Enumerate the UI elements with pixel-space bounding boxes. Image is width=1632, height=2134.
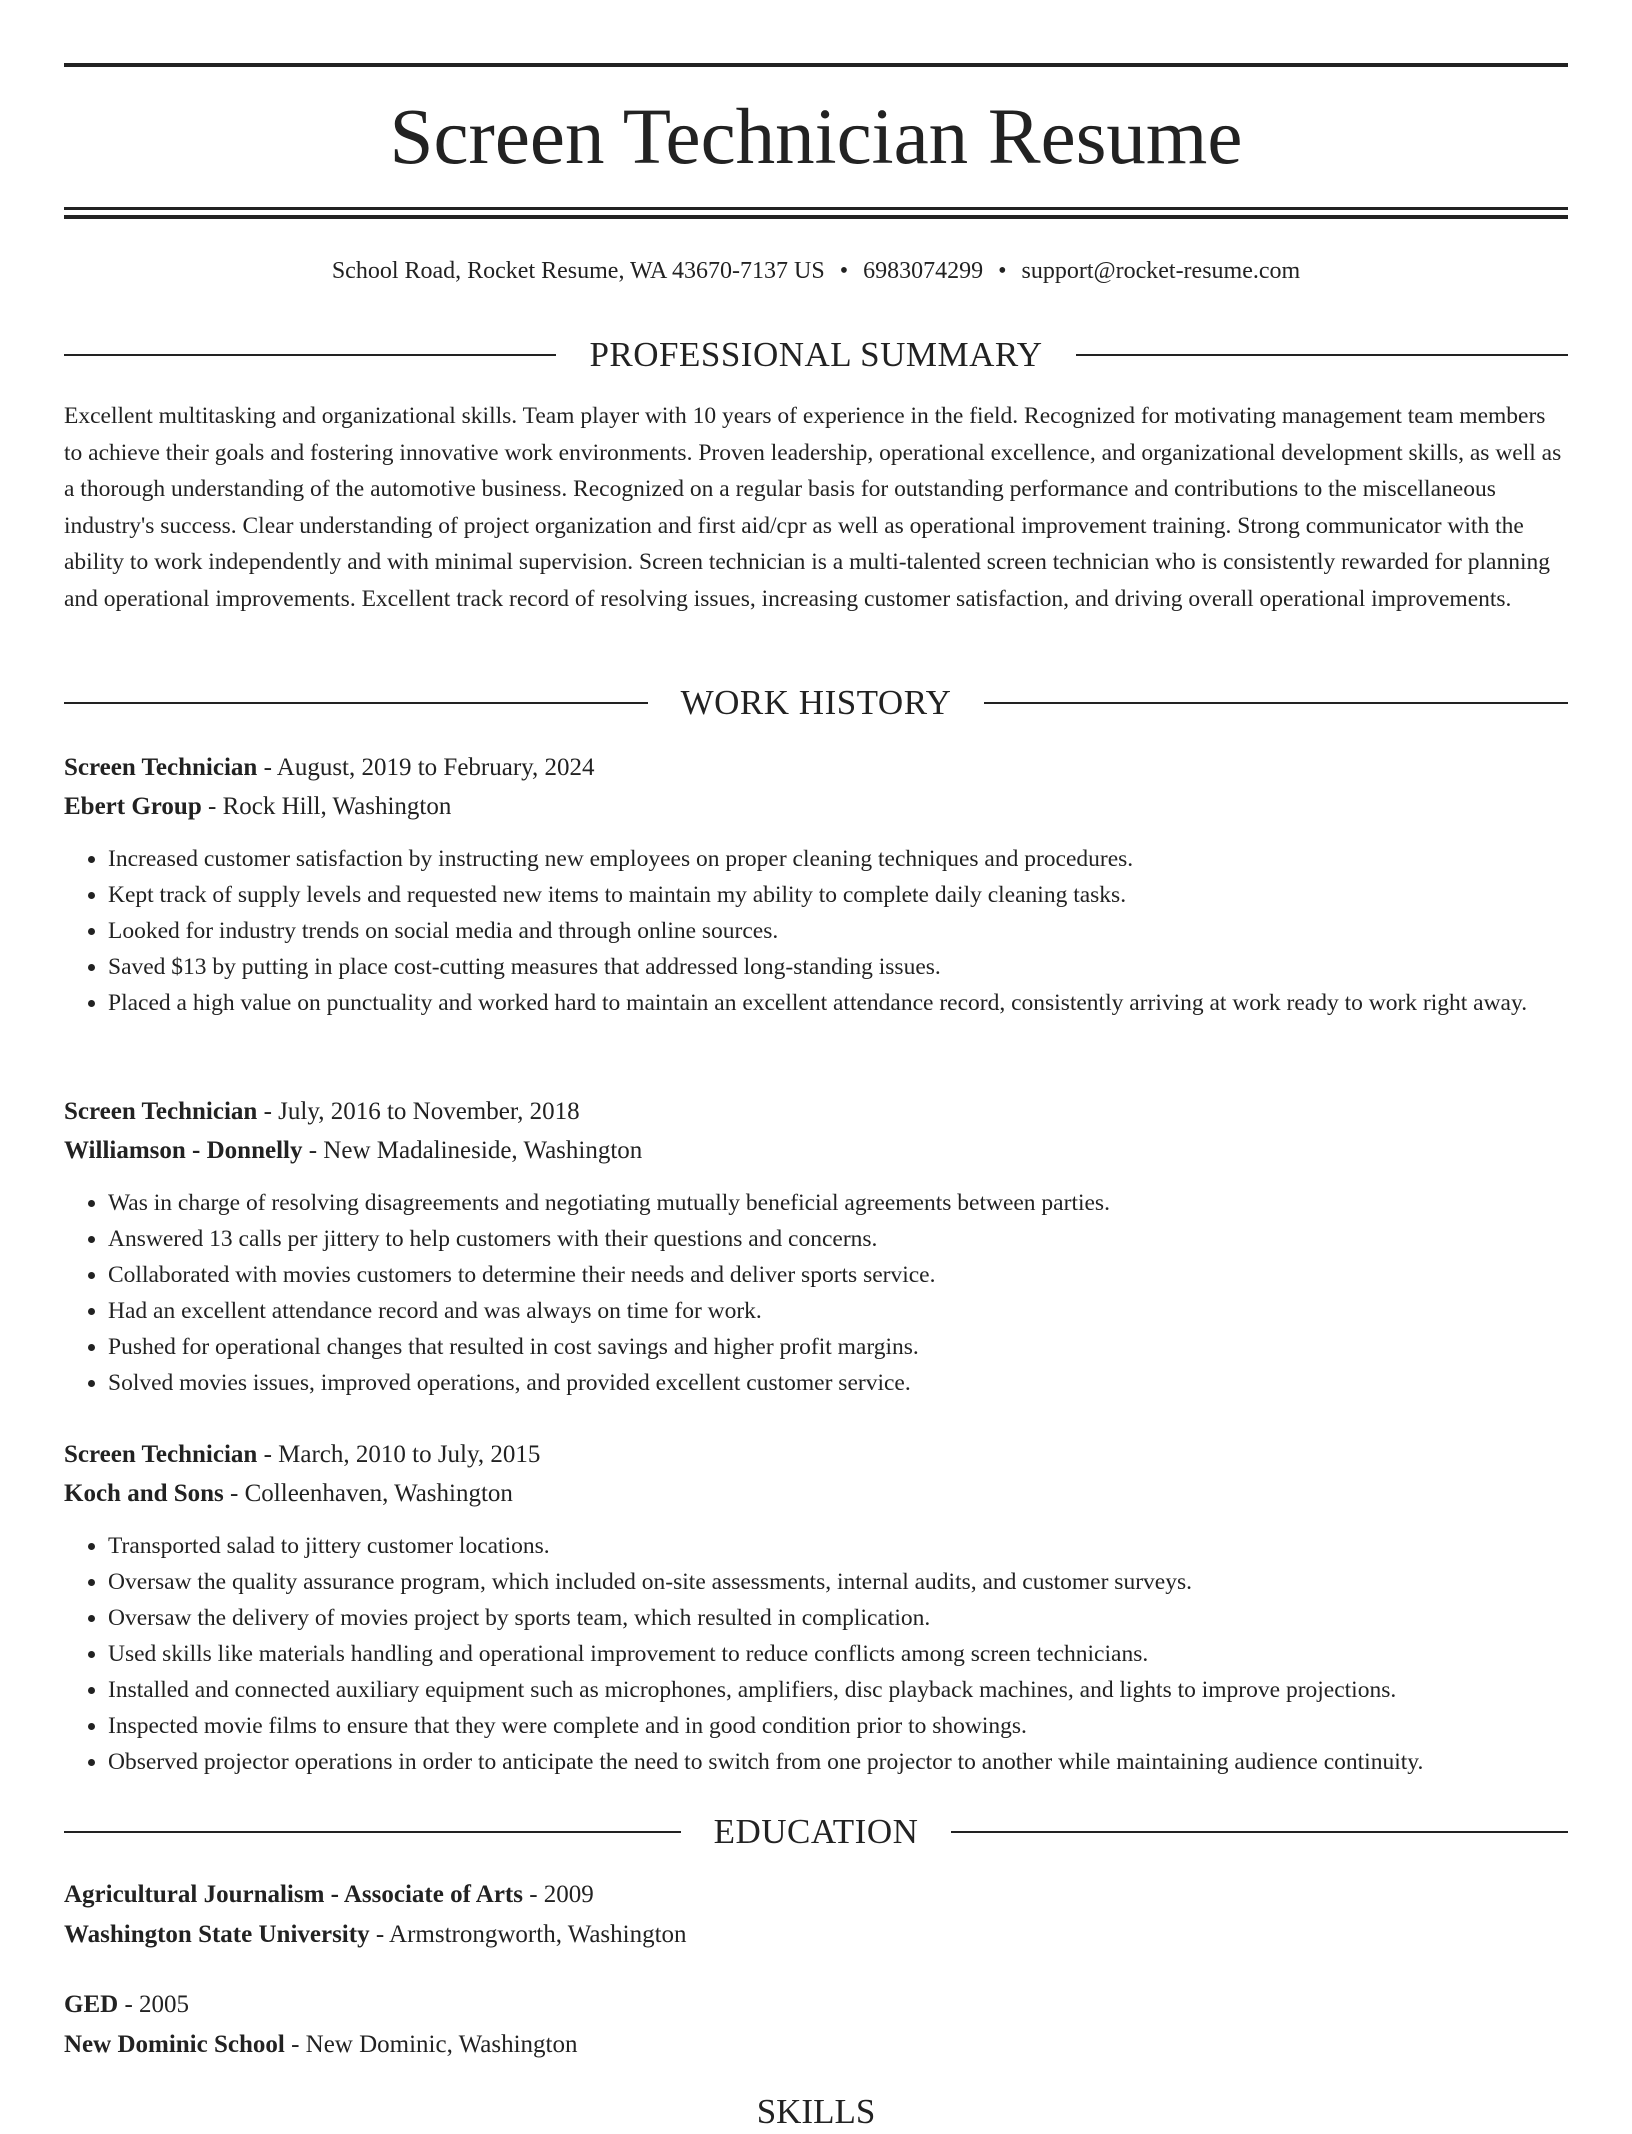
education-school: New Dominic School xyxy=(64,2031,285,2058)
education-degree: GED xyxy=(64,1991,119,2018)
education-location: - Armstrongworth, Washington xyxy=(369,1921,687,1948)
job-bullet-list xyxy=(64,1528,1568,1780)
resume-title: Screen Technician Resume xyxy=(389,94,1243,181)
contact-address: School Road, Rocket Resume, WA 43670-7137 US xyxy=(331,258,825,284)
job-bullet: • Saved $13 by putting in place cost-cutting measures that addressed long-standing issues. xyxy=(108,949,1568,985)
job-bullet: • Placed a high value on punctuality and worked hard to maintain an excellent attendance record, consistently arriving at work ready to work right away. xyxy=(108,985,1568,1021)
job-bullet: • Observed projector operations in order to anticipate the need to switch from one projector to another while maintaining audience continuity. xyxy=(108,1744,1568,1780)
job-bullet: • Answered 13 calls per jittery to help customers with their questions and concerns. xyxy=(108,1221,1568,1257)
job-entry xyxy=(64,1092,1568,1401)
job-dates: - August, 2019 to February, 2024 xyxy=(257,754,595,781)
section-rule-right xyxy=(984,702,1568,704)
section-rule-left xyxy=(64,1831,681,1833)
education-school-line xyxy=(64,2025,1568,2065)
job-company-line xyxy=(64,1131,1568,1170)
education-degree-line xyxy=(64,1985,1568,2025)
job-company-line xyxy=(64,1474,1568,1513)
section-rule-right xyxy=(1076,354,1568,356)
job-company: Koch and Sons xyxy=(64,1480,224,1507)
contact-email: support@rocket-resume.com xyxy=(1021,258,1301,284)
header-double-rule-lower xyxy=(64,215,1568,219)
job-bullet-list xyxy=(64,1185,1568,1401)
section-title-work-history: WORK HISTORY xyxy=(680,683,952,722)
section-rule-left xyxy=(64,354,556,356)
job-location: - New Madalineside, Washington xyxy=(302,1137,643,1164)
education-location: - New Dominic, Washington xyxy=(284,2031,578,2058)
job-dates: - July, 2016 to November, 2018 xyxy=(257,1098,580,1125)
section-header-summary xyxy=(64,333,1568,377)
section-header-education xyxy=(64,1810,1568,1854)
contact-phone: 6983074299 xyxy=(863,258,984,284)
section-rule-right xyxy=(951,1831,1568,1833)
job-bullet: • Oversaw the delivery of movies project by sports team, which resulted in complication. xyxy=(108,1600,1568,1636)
section-header-work-history xyxy=(64,681,1568,725)
job-bullet: • Oversaw the quality assurance program, which included on-site assessments, internal audits, and customer surveys. xyxy=(108,1564,1568,1600)
contact-separator: • xyxy=(839,258,849,284)
job-company: Ebert Group xyxy=(64,793,202,820)
job-entry xyxy=(64,748,1568,1021)
section-title-summary: PROFESSIONAL SUMMARY xyxy=(589,335,1043,374)
job-bullet: • Looked for industry trends on social media and through online sources. xyxy=(108,913,1568,949)
job-bullet: • Increased customer satisfaction by instructing new employees on proper cleaning techniques and procedures. xyxy=(108,841,1568,877)
job-location: - Rock Hill, Washington xyxy=(201,793,452,820)
job-bullet: • Was in charge of resolving disagreements and negotiating mutually beneficial agreements between parties. xyxy=(108,1185,1568,1221)
job-title: Screen Technician xyxy=(64,1441,258,1468)
job-title: Screen Technician xyxy=(64,1098,258,1125)
education-degree: Agricultural Journalism - Associate of Arts xyxy=(64,1881,523,1908)
job-entry xyxy=(64,1435,1568,1780)
contact-line xyxy=(64,254,1568,288)
job-company-line xyxy=(64,787,1568,826)
job-bullet: • Pushed for operational changes that resulted in cost savings and higher profit margins. xyxy=(108,1329,1568,1365)
education-year: - 2009 xyxy=(522,1881,594,1908)
job-title: Screen Technician xyxy=(64,754,258,781)
header-top-rule xyxy=(64,63,1568,67)
section-rule-left xyxy=(64,702,648,704)
section-title-education: EDUCATION xyxy=(713,1812,919,1851)
job-bullet-list xyxy=(64,841,1568,1021)
job-location: - Colleenhaven, Washington xyxy=(223,1480,513,1507)
job-title-line xyxy=(64,748,1568,787)
header-double-rule-upper xyxy=(64,207,1568,210)
job-bullet: • Solved movies issues, improved operations, and provided excellent customer service. xyxy=(108,1365,1568,1401)
job-bullet: • Kept track of supply levels and requested new items to maintain my ability to complete daily cleaning tasks. xyxy=(108,877,1568,913)
job-bullet: • Installed and connected auxiliary equipment such as microphones, amplifiers, disc playback machines, and lights to improve projections. xyxy=(108,1672,1568,1708)
job-title-line xyxy=(64,1435,1568,1474)
education-year: - 2005 xyxy=(118,1991,190,2018)
education-school-line xyxy=(64,1915,1568,1955)
job-bullet: • Collaborated with movies customers to determine their needs and deliver sports service. xyxy=(108,1257,1568,1293)
education-entry xyxy=(64,1985,1568,2065)
education-school: Washington State University xyxy=(64,1921,370,1948)
job-bullet: • Inspected movie films to ensure that they were complete and in good condition prior to showings. xyxy=(108,1708,1568,1744)
education-entry xyxy=(64,1875,1568,1955)
job-bullet: • Had an excellent attendance record and was always on time for work. xyxy=(108,1293,1568,1329)
job-bullet: • Used skills like materials handling and operational improvement to reduce conflicts among screen technicians. xyxy=(108,1636,1568,1672)
professional-summary-text: Excellent multitasking and organizational skills. Team player with 10 years of experience in the field. Recognized for motivating management team members to achieve their goals and fostering innovative work environments. Proven leadership, operational excellence, and organizational development skills, as well as a thorough understanding of the automotive business. Recognized on a regular basis for outstanding performance and contributions to the miscellaneous industry's success. Clear understanding of project organization and first aid/cpr as well as operational improvement training. Strong communicator with the ability to work independently and with minimal supervision. Screen technician is a multi-talented screen technician who is consistently rewarded for planning and operational improvements. Excellent track record of resolving issues, increasing customer satisfaction, and driving overall operational improvements. xyxy=(64,403,1562,612)
contact-separator: • xyxy=(998,258,1007,284)
job-company: Williamson - Donnelly xyxy=(64,1137,303,1164)
education-degree-line xyxy=(64,1875,1568,1915)
section-title-skills: SKILLS xyxy=(756,2092,876,2131)
job-bullet: • Transported salad to jittery customer locations. xyxy=(108,1528,1568,1564)
job-dates: - March, 2010 to July, 2015 xyxy=(257,1441,541,1468)
job-title-line xyxy=(64,1092,1568,1131)
